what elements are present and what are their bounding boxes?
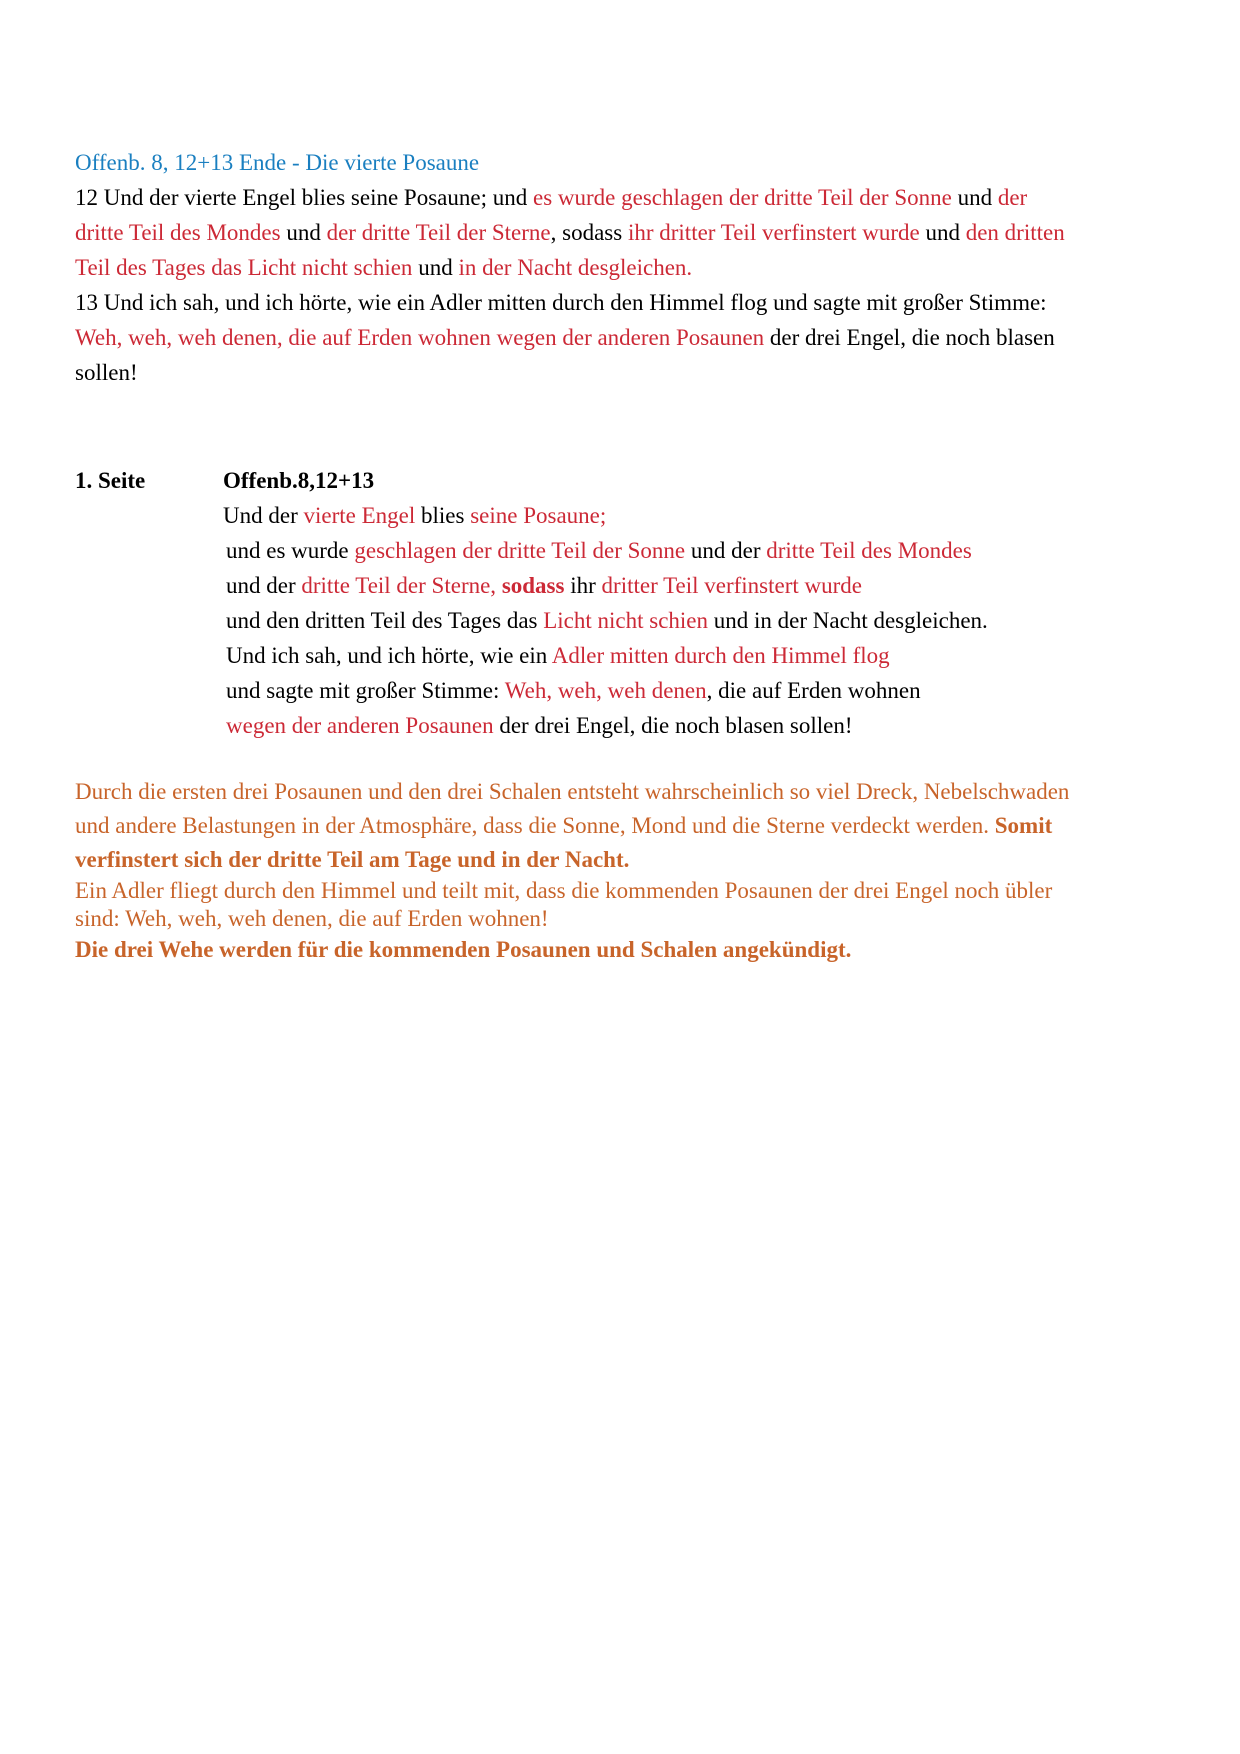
section-title: Offenb. 8, 12+13 Ende - Die vierte Posaune [75,150,480,175]
structured-heading: Offenb.8,12+13 [223,468,375,493]
commentary-line-5: sind: Weh, weh, weh denen, die auf Erden wohnen! [75,906,549,931]
page-label: 1. Seite [75,468,146,493]
structured-line-1: Und der vierte Engel blies seine Posaune; [223,503,607,528]
commentary-line-2: und andere Belastungen in der Atmosphäre, dass die Sonne, Mond und die Sterne verdeckt werden. Somit [75,813,1053,838]
commentary-line-3: verfinstert sich der dritte Teil am Tage und in der Nacht. [75,847,630,872]
structured-line-6: und sagte mit großer Stimme: Weh, weh, weh denen, die auf Erden wohnen [226,678,921,703]
commentary-section [75,775,1175,967]
verse-13-line-2: Weh, weh, weh denen, die auf Erden wohnen wegen der anderen Posaunen der drei Engel, die noch blasen [75,325,1055,350]
verse-12-line-1: 12 Und der vierte Engel blies seine Posaune; und es wurde geschlagen der dritte Teil der Sonne und der [75,185,1028,210]
verse-12-line-2: dritte Teil des Mondes und der dritte Teil der Sterne, sodass ihr dritter Teil verfinstert wurde und den dritten [75,220,1065,245]
structured-line-5: Und ich sah, und ich hörte, wie ein Adler mitten durch den Himmel flog [226,643,890,668]
commentary-line-1: Durch die ersten drei Posaunen und den drei Schalen entsteht wahrscheinlich so viel Dreck, Nebelschwaden [75,779,1070,804]
structured-verse-body [223,463,988,743]
verse-13-line-1: 13 Und ich sah, und ich hörte, wie ein Adler mitten durch den Himmel flog und sagte mit großer Stimme: [75,290,1047,315]
verse-12-line-3: Teil des Tages das Licht nicht schien und in der Nacht desgleichen. [75,255,693,280]
section-verse-text [75,145,1175,390]
commentary-conclusion: Die drei Wehe werden für die kommenden Posaunen und Schalen angekündigt. [75,937,852,962]
verse-13-line-3: sollen! [75,360,138,385]
structured-line-7: wegen der anderen Posaunen der drei Engel, die noch blasen sollen! [226,713,853,738]
structured-line-4: und den dritten Teil des Tages das Licht nicht schien und in der Nacht desgleichen. [226,608,988,633]
structured-line-2: und es wurde geschlagen der dritte Teil der Sonne und der dritte Teil des Mondes [226,538,972,563]
commentary-line-4: Ein Adler fliegt durch den Himmel und teilt mit, dass die kommenden Posaunen der drei Engel noch übler [75,878,1053,903]
structured-line-3: und der dritte Teil der Sterne, sodass ihr dritter Teil verfinstert wurde [226,573,862,598]
